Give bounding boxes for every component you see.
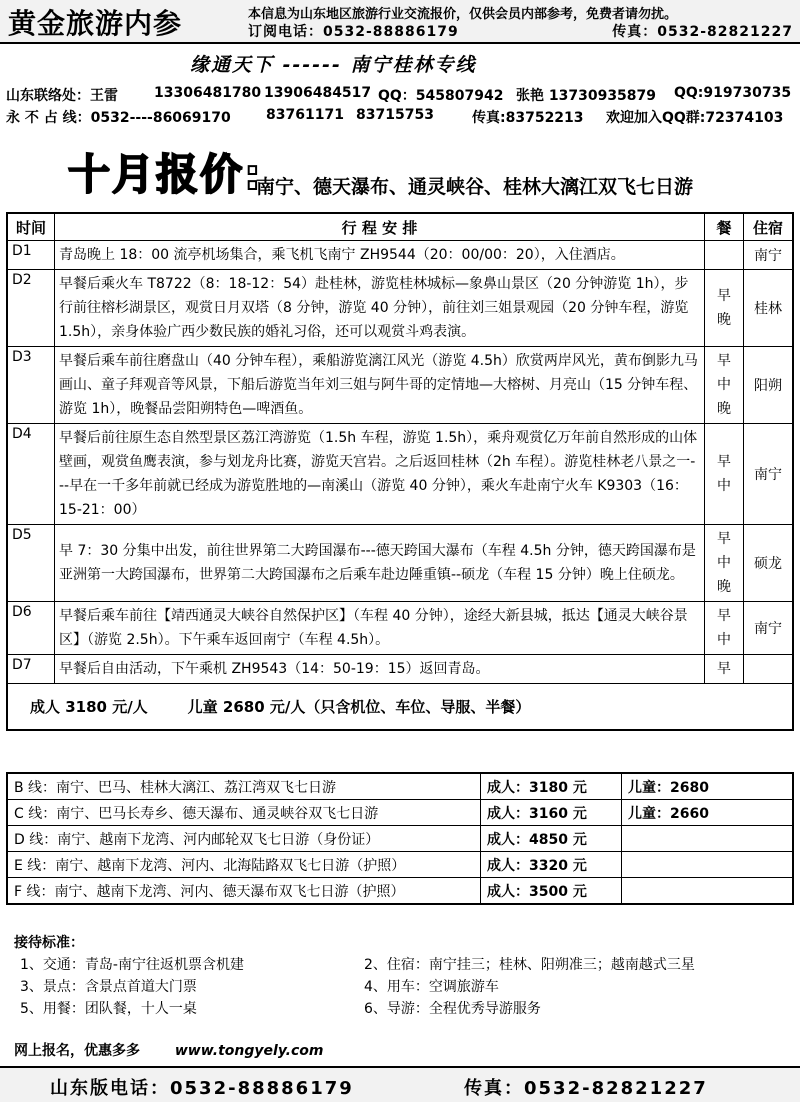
contact-phone-3: 83761171 <box>266 107 344 123</box>
brand-title: 黄金旅游内参 <box>8 7 183 40</box>
standards-title: 接待标准： <box>14 935 84 951</box>
day-cell: D5 <box>7 525 55 602</box>
online-text: 网上报名，优惠多多 <box>14 1043 140 1059</box>
contact-label-1: 山东联络处：王雷 <box>6 88 118 104</box>
route-line-name: B 线：南宁、巴马、桂林大漓江、荔江湾双飞七日游 <box>7 773 481 800</box>
schedule-cell: 早餐后乘车前往【靖西通灵大峡谷自然保护区】（车程 40 分钟），途经大新县城，抵达【通灵大峡谷景区】（游览 2.5h）。下午乘车返回南宁（车程 4.5h）。 <box>55 602 705 655</box>
route-lines-table <box>6 772 794 905</box>
hotel-cell: 阳朔 <box>744 347 794 424</box>
schedule-cell: 早餐后前往原生态自然型景区荔江湾游览（1.5h 车程，游览 1.5h），乘舟观赏亿万年前自然形成的山体壁画，观赏鱼鹰表演，参与划龙舟比赛，游览天宫岩。之后返回桂林（2h 车程）。游览桂林老八景之一---早在一千多年前就已经成为游览胜地的—南溪山（游览 40 分钟），乘火车赴南宁火车 K9303（16：15-21：00） <box>55 424 705 525</box>
day-cell: D1 <box>7 241 55 270</box>
member-notice: 本信息为山东地区旅游行业交流报价，仅供会员内部参考，免费者请勿扰。 <box>248 7 678 22</box>
itinerary-row <box>7 525 793 602</box>
day-cell: D4 <box>7 424 55 525</box>
route-line-name: C 线：南宁、巴马长寿乡、德天瀑布、通灵峡谷双飞七日游 <box>7 800 481 826</box>
itinerary-row <box>7 424 793 525</box>
footer-fax: 传真：0532-82821227 <box>464 1078 708 1099</box>
contact-fax: 传真:83752213 <box>472 110 584 126</box>
price-row <box>7 684 793 731</box>
itinerary-row <box>7 270 793 347</box>
route-line-child-price <box>622 878 794 905</box>
footer-phone: 山东版电话：0532-88886179 <box>50 1078 354 1099</box>
contact-phone-4: 83715753 <box>356 107 434 123</box>
route-line-child-price <box>622 826 794 852</box>
header-fax: 传真：0532-82821227 <box>612 24 793 40</box>
route-line-name: D 线：南宁、越南下龙湾、河内邮轮双飞七日游（身份证） <box>7 826 481 852</box>
schedule-cell: 早餐后乘火车 T8722（8：18-12：54）赴桂林，游览桂林城标—象鼻山景区（20 分钟游览 1h），步行前往榕杉湖景区，观赏日月双塔（8 分钟，游览 40 分钟），前往刘三姐景观园（20 分钟车程，游览 1.5h），亲身体验广西少数民族的婚礼习俗，还可以观赏斗鸡表演。 <box>55 270 705 347</box>
standard-item: 1、交通：青岛-南宁往返机票含机建 <box>20 957 244 973</box>
schedule-cell: 早餐后自由活动，下午乘机 ZH9543（14：50-19：15）返回青岛。 <box>55 655 705 684</box>
route-line-child-price: 儿童：2660 <box>622 800 794 826</box>
standard-item: 4、用车：空调旅游车 <box>364 979 499 995</box>
standards-grid <box>14 954 794 1020</box>
route-line-name: E 线：南宁、越南下龙湾、河内、北海陆路双飞七日游（护照） <box>7 852 481 878</box>
day-cell: D2 <box>7 270 55 347</box>
itinerary-row <box>7 241 793 270</box>
route-line-row <box>7 852 793 878</box>
contact-row-2 <box>6 107 796 129</box>
meal-cell: 早 <box>705 655 744 684</box>
header-schedule: 行 程 安 排 <box>55 213 705 241</box>
standard-item: 3、景点：含景点首道大门票 <box>20 979 197 995</box>
adult-price: 成人 3180 元/人 <box>30 698 148 716</box>
meal-cell: 早 中 <box>705 602 744 655</box>
itinerary-row <box>7 602 793 655</box>
contact-phone-1: 13306481780 <box>154 85 262 101</box>
hotel-cell: 硕龙 <box>744 525 794 602</box>
contact-person-2: 张艳 13730935879 <box>516 88 657 104</box>
route-line-adult-price: 成人：3320 元 <box>481 852 622 878</box>
online-signup <box>14 1040 323 1060</box>
itinerary-row <box>7 655 793 684</box>
contact-label-2: 永 不 占 线：0532----86069170 <box>6 110 231 126</box>
month-price-title: 十月报价: <box>68 150 263 199</box>
subscribe-row <box>248 21 793 41</box>
route-line-name: F 线：南宁、越南下龙湾、河内、德天瀑布双飞七日游（护照） <box>7 878 481 905</box>
route-line-row <box>7 878 793 905</box>
price-cell <box>7 684 793 731</box>
itinerary-header-row <box>7 213 793 241</box>
service-standards <box>14 932 794 1020</box>
meal-cell <box>705 241 744 270</box>
contact-qq-1: QQ：545807942 <box>378 88 504 104</box>
schedule-cell: 早 7：30 分集中出发，前往世界第二大跨国瀑布---德天跨国大瀑布（车程 4.5h 分钟，德天跨国瀑布是亚洲第一大跨国瀑布，世界第二大跨国瀑布之后乘车赴边陲重镇--硕龙（车程 15 分钟）晚上住硕龙。 <box>55 525 705 602</box>
route-line-adult-price: 成人：4850 元 <box>481 826 622 852</box>
contact-row-1 <box>6 85 796 107</box>
standard-item: 6、导游：全程优秀导游服务 <box>364 1001 541 1017</box>
slogan: 缘通天下 ------ 南宁桂林专线 <box>190 54 477 76</box>
child-price: 儿童 2680 元/人（只含机位、车位、导服、半餐） <box>187 698 531 716</box>
route-line-row <box>7 826 793 852</box>
itinerary-row <box>7 347 793 424</box>
header-bar <box>0 0 800 44</box>
meal-cell: 早 晚 <box>705 270 744 347</box>
header-meal: 餐 <box>705 213 744 241</box>
route-line-row <box>7 773 793 800</box>
hotel-cell: 南宁 <box>744 602 794 655</box>
route-line-adult-price: 成人：3160 元 <box>481 800 622 826</box>
meal-cell: 早 中 晚 <box>705 525 744 602</box>
hotel-cell: 南宁 <box>744 424 794 525</box>
route-line-child-price <box>622 852 794 878</box>
subscribe-phone: 订阅电话：0532-88886179 <box>248 24 459 40</box>
day-cell: D7 <box>7 655 55 684</box>
day-cell: D6 <box>7 602 55 655</box>
hotel-cell <box>744 655 794 684</box>
meal-cell: 早 中 晚 <box>705 347 744 424</box>
standard-item: 5、用餐：团队餐，十人一桌 <box>20 1001 197 1017</box>
schedule-cell: 早餐后乘车前往磨盘山（40 分钟车程），乘船游览漓江风光（游览 4.5h）欣赏两岸风光，黄布倒影九马画山、童子拜观音等风景，下船后游览当年刘三姐与阿牛哥的定情地—大榕树、月亮山（15 分钟车程、游览 1h），晚餐品尝阳朔特色—啤酒鱼。 <box>55 347 705 424</box>
header-hotel: 住宿 <box>744 213 794 241</box>
footer-bar <box>0 1066 800 1102</box>
route-line-child-price: 儿童：2680 <box>622 773 794 800</box>
hotel-cell: 南宁 <box>744 241 794 270</box>
contact-qq-group: 欢迎加入QQ群:72374103 <box>606 110 784 126</box>
schedule-cell: 青岛晚上 18：00 流亭机场集合，乘飞机飞南宁 ZH9544（20：00/00：20），入住酒店。 <box>55 241 705 270</box>
itinerary-table <box>6 212 794 731</box>
day-cell: D3 <box>7 347 55 424</box>
contacts-block <box>6 85 796 129</box>
website-link[interactable]: www.tongyely.com <box>174 1043 324 1059</box>
standard-item: 2、住宿：南宁挂三；桂林、阳朔准三；越南越式三星 <box>364 957 695 973</box>
contact-phone-2: 13906484517 <box>264 85 372 101</box>
hotel-cell: 桂林 <box>744 270 794 347</box>
route-line-adult-price: 成人：3500 元 <box>481 878 622 905</box>
route-line-row <box>7 800 793 826</box>
route-title: 南宁、德天瀑布、通灵峡谷、桂林大漓江双飞七日游 <box>256 176 694 198</box>
route-line-adult-price: 成人：3180 元 <box>481 773 622 800</box>
contact-qq-2: QQ:919730735 <box>674 85 792 101</box>
meal-cell: 早 中 <box>705 424 744 525</box>
header-time: 时间 <box>7 213 55 241</box>
